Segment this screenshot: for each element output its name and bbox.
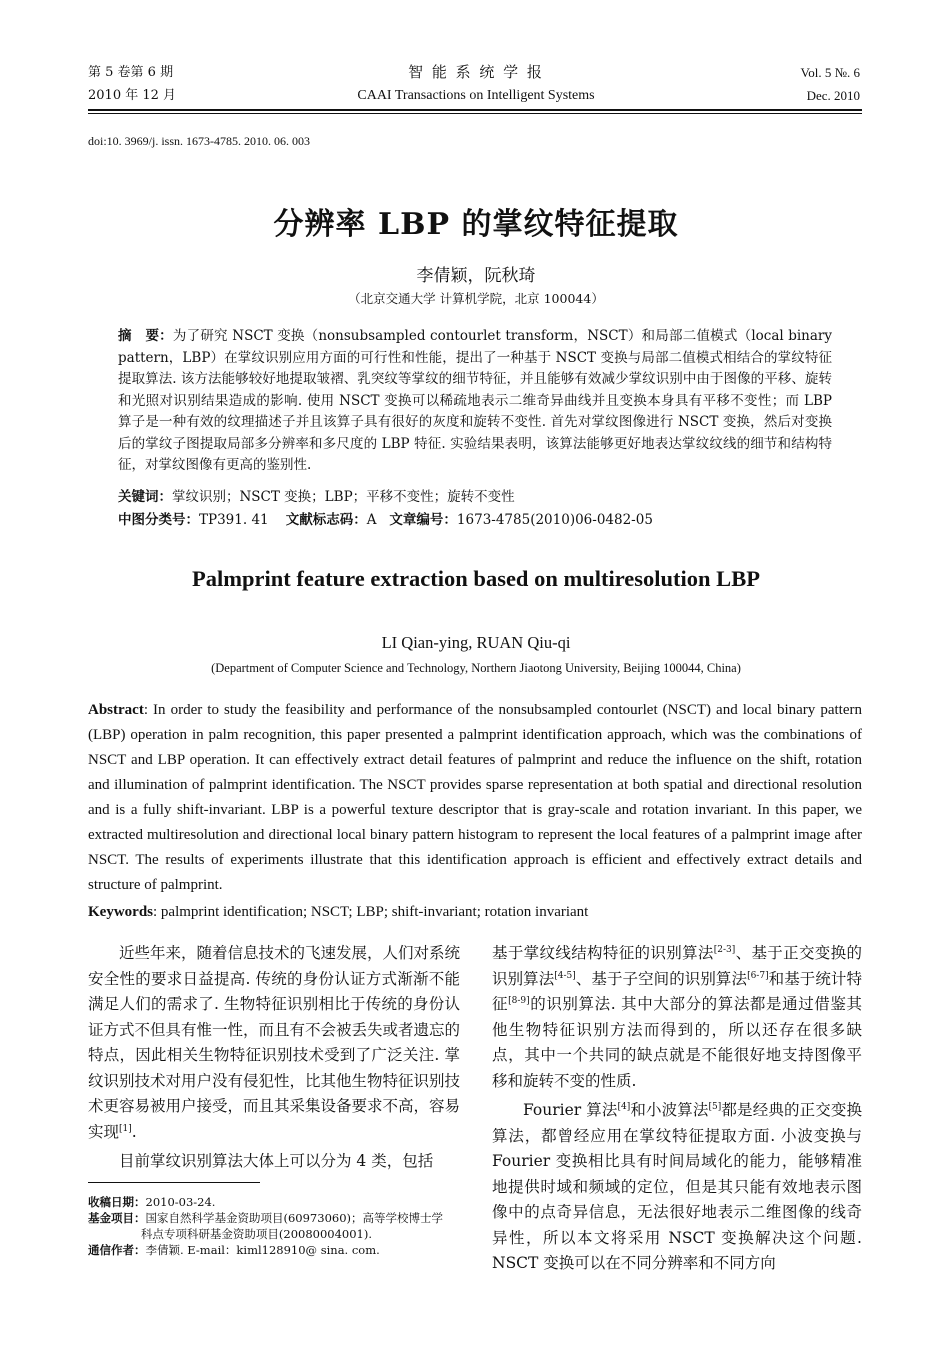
abstract-en [88, 698, 862, 898]
authors-en: LI Qian-ying, RUAN Qiu-qi [381, 633, 571, 652]
body-right-p1-b: 、基于正交变换的识别算法 [492, 944, 862, 988]
body-left-p1-end: . [131, 1122, 137, 1141]
body-right-p1-e: 的识别算法. 其中大部分的算法都是通过借鉴其他生物特征识别方法而得到的，所以还存在很多缺点，其中一个共同的缺点就是不能很好地支持图像平移和旋转不变的性质. [492, 995, 862, 1090]
footnote-rule [88, 1182, 260, 1183]
received-label: 收稿日期： [88, 1195, 146, 1209]
citation-5: [5] [708, 1101, 722, 1112]
keywords-en-text: : palmprint identification; NSCT; LBP; shift-invariant; rotation invariant [153, 904, 589, 920]
citation-1: [1] [119, 1123, 132, 1134]
author-label: 通信作者： [88, 1243, 146, 1257]
header-rule-thin [88, 113, 862, 114]
body-right-paragraph-1 [492, 941, 862, 1094]
classification-line [118, 510, 832, 532]
article-label: 文章编号： [389, 512, 457, 528]
title-en: Palmprint feature extraction based on multiresolution LBP [192, 566, 760, 591]
body-right-paragraph-2 [492, 1098, 862, 1277]
body-right-p1-a: 基于掌纹线结构特征的识别算法 [492, 944, 714, 962]
abstract-en-label: Abstract [88, 702, 144, 718]
keywords-cn-text: 掌纹识别；NSCT 变换；LBP；平移不变性；旋转不变性 [172, 489, 515, 505]
footnote-fund [88, 1210, 464, 1226]
keywords-en-label: Keywords [88, 904, 153, 920]
footnote-author [88, 1242, 464, 1258]
body-left-column [88, 941, 460, 1175]
title-cn: 分辨率 LBP 的掌纹特征提取 [273, 207, 679, 242]
abstract-cn [118, 326, 832, 477]
fund-line-1: 国家自然科学基金资助项目(60973060)；高等学校博士学 [145, 1211, 444, 1225]
doc-value: A [366, 512, 377, 528]
header-rule [88, 109, 862, 111]
keywords-cn [118, 487, 832, 509]
authors-cn: 李倩颖，阮秋琦 [416, 266, 536, 286]
article-value: 1673-4785(2010)06-0482-05 [456, 512, 653, 528]
author-contact: 李倩颖. E-mail：kiml128910@ sina. com. [145, 1243, 380, 1257]
citation-8-9: [8-9] [508, 995, 530, 1006]
header-journal-en: CAAI Transactions on Intelligent Systems [357, 88, 595, 103]
keywords-en [88, 900, 862, 925]
header-volume-cn: 第 5 卷第 6 期 [88, 65, 174, 80]
body-left-paragraph-2: 目前掌纹识别算法大体上可以分为 4 类，包括 [119, 1152, 434, 1170]
citation-6-7: [6-7] [747, 970, 769, 981]
body-left-paragraph-1 [88, 941, 460, 1145]
header-date-en: Dec. 2010 [806, 88, 860, 103]
body-left-p1-text: 近些年来，随着信息技术的飞速发展，人们对系统安全性的要求日益提高. 传统的身份认证方式渐渐不能满足人们的需求了. 生物特征识别相比于传统的身份认证方式不但具有惟一性，而且有不会被丢失或者遗忘的特点，因此相关生物特征识别技术受到了广泛关注. 掌纹识别技术对用户没有侵犯性，比其他生物特征识别技术更容易被用户接受，而且其采集设备要求不高，容易实现 [88, 944, 461, 1141]
affiliation-cn: （北京交通大学 计算机学院，北京 100044） [348, 291, 604, 306]
header-volume-en: Vol. 5 №. 6 [800, 65, 860, 80]
header-date-cn: 2010 年 12 月 [88, 88, 177, 103]
abstract-cn-label: 摘 要： [118, 328, 173, 344]
fund-line-2: 科点专项科研基金资助项目(20080004001). [140, 1227, 373, 1241]
affiliation-en: (Department of Computer Science and Technology, Northern Jiaotong University, Beijing 100044, China) [211, 661, 741, 675]
doc-label: 文献标志码： [285, 512, 367, 528]
clc-value: TP391. 41 [199, 512, 269, 528]
body-right-p2-c: 都是经典的正交变换算法，都曾经应用在掌纹特征提取方面. 小波变换与 Fourier 变换相比具有时间局域化的能力，能够精准地提供时域和频域的定位，但是其只能有效地表示图像中的点奇异信息，无法很好地表示二维图像的线奇异性，所以本文将采用 NSCT 变换解决这个问题. NSCT 变换可以在不同分辨率和不同方向 [492, 1101, 862, 1272]
keywords-cn-label: 关键词： [118, 489, 172, 505]
doi: doi:10. 3969/j. issn. 1673-4785. 2010. 06. 003 [88, 134, 311, 148]
body-right-p2-a: Fourier 算法 [523, 1101, 618, 1119]
body-right-p1-c: 、基于子空间的识别算法 [575, 969, 748, 988]
body-right-p2-b: 和小波算法 [630, 1101, 709, 1119]
abstract-en-text: : In order to study the feasibility and performance of the nonsubsampled contourlet (NSCT) and local binary pattern (LBP) operation in palm recognition, this paper presented a palmprint identification approach, which was the combinations of NSCT and LBP operation. It can effectively extract detail features of palmprint and reduce the influence on the shift, rotation and illumination of palmprint identification. The NSCT provides sparse representation at both spatial and directional resolution and is a fully shift-invariant. LBP is a powerful texture descriptor that is gray-scale and rotation invariant. In this paper, we extracted multiresolution and directional local binary pattern histogram to represent the local features of a palmprint image after NSCT. The results of experiments illustrate that this identification approach is efficient and effectively extract details and structure of palmprint. [88, 702, 862, 893]
footnote [88, 1194, 464, 1258]
footnote-received [88, 1194, 464, 1210]
citation-4-5: [4-5] [554, 970, 576, 981]
fund-label: 基金项目： [88, 1211, 146, 1225]
body-right-column [492, 941, 862, 1277]
received-date: 2010-03-24. [145, 1195, 216, 1209]
body-right-p1-d: 和基于统计特征 [492, 969, 862, 1013]
header-journal-cn: 智 能 系 统 学 报 [408, 63, 544, 81]
citation-4: [4] [617, 1101, 631, 1112]
citation-2-3: [2-3] [713, 944, 736, 955]
clc-label: 中图分类号： [118, 512, 199, 528]
abstract-cn-text: 为了研究 NSCT 变换（nonsubsampled contourlet transform，NSCT）和局部二值模式（local binary pattern，LBP）在掌纹识别应用方面的可行性和性能，提出了一种基于 NSCT 变换与局部二值模式相结合的掌纹特征提取算法. 该方法能够较好地提取皱褶、乳突纹等掌纹的细节特征，并且能够有效减少掌纹识别中由于图像的平移、旋转和光照对识别结果造成的影响. 使用 NSCT 变换可以稀疏地表示二维奇异曲线并且变换本身具有平移不变性；而 LBP 算子是一种有效的纹理描述子并且该算子具有很好的灰度和旋转不变性. 首先对掌纹图像进行 NSCT 变换，然后对变换后的掌纹子图提取局部多分辨率和多尺度的 LBP 特征. 实验结果表明，该算法能够更好地表达掌纹纹线的细节和结构特征，对掌纹图像有更高的鉴别性. [118, 328, 833, 473]
